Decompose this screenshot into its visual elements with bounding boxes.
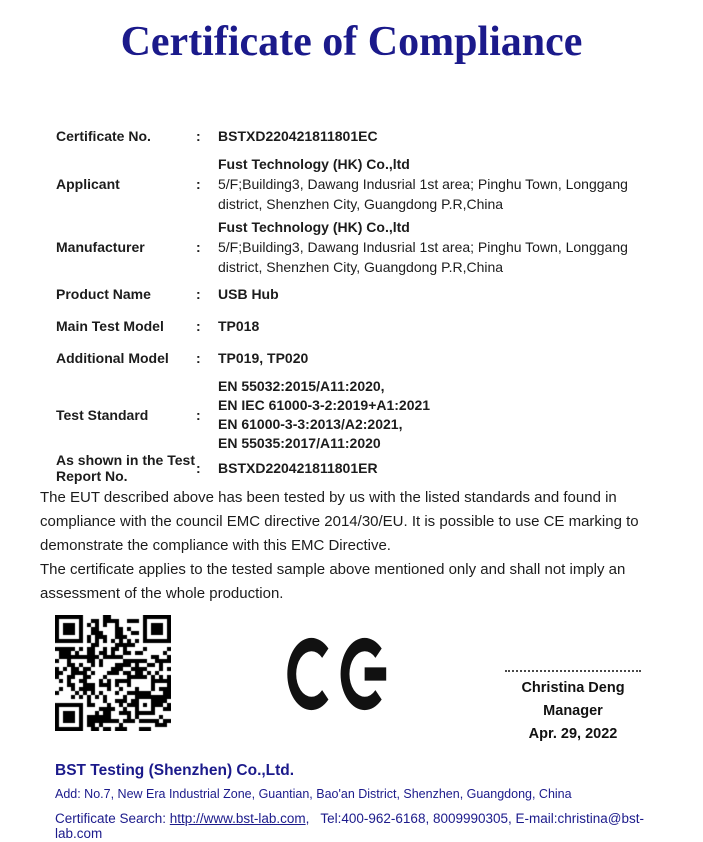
main-test-model: TP018 bbox=[218, 318, 260, 334]
info-row-product-name bbox=[56, 284, 650, 304]
row-colon: : bbox=[196, 286, 201, 302]
row-label: Applicant bbox=[56, 176, 120, 192]
row-label: Certificate No. bbox=[56, 128, 151, 144]
certificate-info-table bbox=[56, 126, 650, 484]
row-label: Test Standard bbox=[56, 407, 149, 423]
page-title: Certificate of Compliance bbox=[120, 19, 583, 65]
row-label: Main Test Model bbox=[56, 318, 164, 334]
footer bbox=[55, 762, 675, 841]
lab-company-name: BST Testing (Shenzhen) Co.,Ltd. bbox=[55, 762, 295, 779]
row-label: Product Name bbox=[56, 286, 151, 302]
certificate-search-label: Certificate Search: bbox=[55, 811, 170, 826]
row-colon: : bbox=[196, 459, 201, 476]
info-row-manufacturer bbox=[56, 217, 650, 277]
row-colon: : bbox=[196, 350, 201, 366]
signature-date: Apr. 29, 2022 bbox=[528, 726, 618, 742]
info-row-certificate-no bbox=[56, 126, 650, 146]
test-standard-line: EN 55032:2015/A11:2020, bbox=[218, 378, 385, 394]
certificate-search-link[interactable]: http://www.bst-lab.com bbox=[169, 811, 306, 826]
applicant-value bbox=[218, 154, 650, 214]
row-colon: : bbox=[196, 176, 201, 192]
qr-code bbox=[55, 615, 171, 731]
applicant-company: Fust Technology (HK) Co.,ltd bbox=[218, 156, 410, 172]
row-colon: : bbox=[196, 318, 201, 334]
row-colon: : bbox=[196, 407, 201, 423]
additional-model: TP019, TP020 bbox=[218, 350, 309, 366]
test-standard-list bbox=[218, 377, 650, 453]
manufacturer-address: 5/F;Building3, Dawang Indusrial 1st area; Pinghu Town, Longgang district, Shenzhen City, Guangdong P.R,China bbox=[218, 239, 628, 275]
signatory-role: Manager bbox=[543, 703, 603, 719]
test-standard-line: EN IEC 61000-3-2:2019+A1:2021 bbox=[218, 397, 431, 413]
manufacturer-value bbox=[218, 217, 650, 277]
row-label: Additional Model bbox=[56, 350, 169, 366]
lab-address: Add: No.7, New Era Industrial Zone, Guantian, Bao'an District, Shenzhen, Guangdong, China bbox=[55, 787, 572, 801]
test-standard-line: EN 61000-3-3:2013/A2:2021, bbox=[218, 416, 403, 432]
compliance-statement-paragraph-2: The certificate applies to the tested sample above mentioned only and shall not imply an assessment of the whole production. bbox=[40, 561, 626, 602]
footer-contact-info: , Tel:400-962-6168, 8009990305, E-mail:christina@bst-lab.com bbox=[55, 811, 645, 841]
applicant-address: 5/F;Building3, Dawang Indusrial 1st area; Pinghu Town, Longgang district, Shenzhen City, Guangdong P.R,China bbox=[218, 176, 628, 212]
ce-marking-logo bbox=[286, 636, 390, 712]
row-label: Manufacturer bbox=[56, 239, 145, 255]
test-report-number: BSTXD220421811801ER bbox=[218, 459, 378, 476]
compliance-statement-paragraph-1: The EUT described above has been tested by us with the listed standards and found in compliance with the council EMC directive 2014/30/EU. It is possible to use CE marking to demonstrate the compliance with this EMC Directive. bbox=[40, 489, 639, 554]
test-standard-line: EN 55035:2017/A11:2020 bbox=[218, 435, 381, 451]
row-label: As shown in the Test Report No. bbox=[56, 452, 195, 484]
manufacturer-company: Fust Technology (HK) Co.,ltd bbox=[218, 219, 410, 235]
row-colon: : bbox=[196, 128, 201, 144]
signatory-name: Christina Deng bbox=[521, 680, 625, 696]
info-row-applicant bbox=[56, 154, 650, 214]
info-row-test-report-no bbox=[56, 453, 650, 484]
signature-dotted-line bbox=[505, 670, 641, 672]
product-name: USB Hub bbox=[218, 286, 279, 302]
row-colon: : bbox=[196, 239, 201, 255]
signature-block bbox=[500, 670, 646, 746]
footer-contact-line bbox=[55, 811, 675, 841]
info-row-main-test-model bbox=[56, 316, 650, 336]
info-row-additional-model bbox=[56, 348, 650, 368]
info-row-test-standard bbox=[56, 377, 650, 453]
certificate-number: BSTXD220421811801EC bbox=[218, 128, 378, 144]
compliance-statement bbox=[40, 486, 654, 606]
